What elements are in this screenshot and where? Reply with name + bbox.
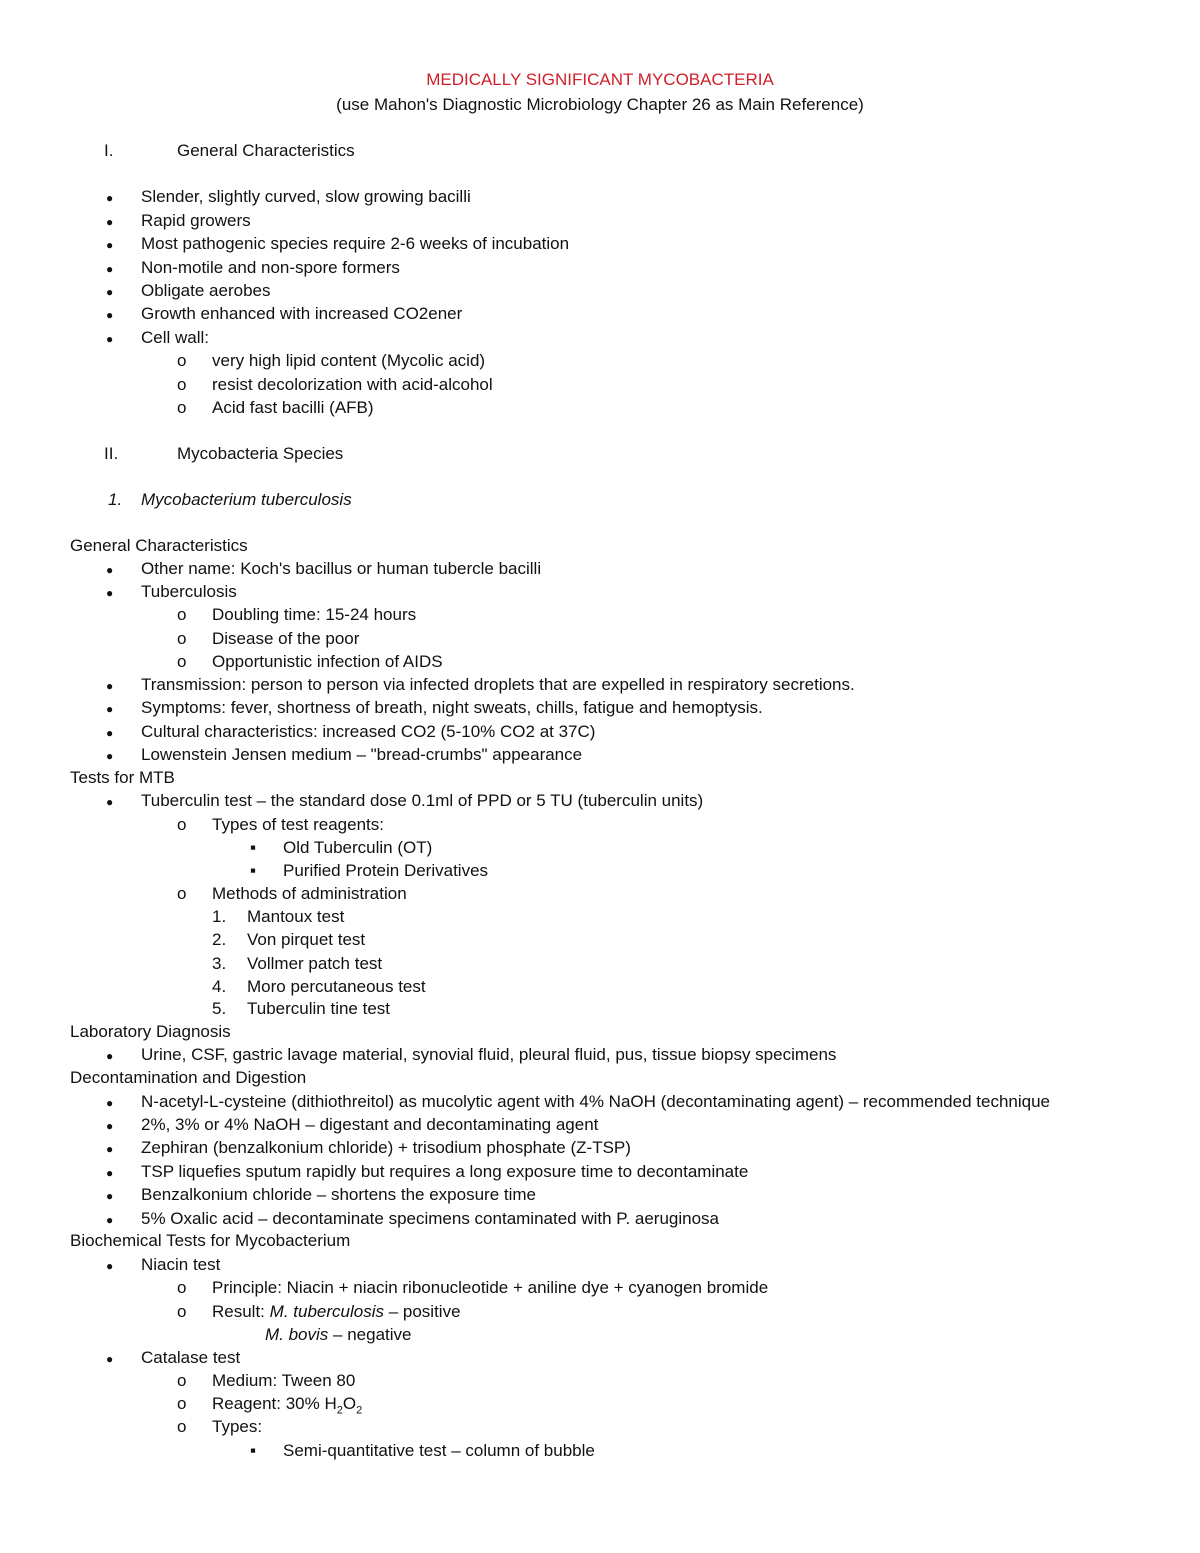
sub-list-item: resist decolorization with acid-alcohol <box>212 375 493 394</box>
result-value: – positive <box>388 1302 461 1321</box>
circle-marker: o <box>177 1394 187 1413</box>
circle-marker: o <box>177 1417 187 1436</box>
numbered-marker: 1. <box>212 907 227 926</box>
sub-sub-list-item: Old Tuberculin (OT) <box>283 838 433 857</box>
numbered-item: Von pirquet test <box>247 930 366 949</box>
bullet-marker: ● <box>106 702 114 716</box>
section-heading: General Characteristics <box>177 141 355 160</box>
niacin-result-line <box>212 1301 461 1323</box>
circle-marker: o <box>177 1302 187 1321</box>
subsection-heading: General Characteristics <box>70 536 248 555</box>
circle-marker: o <box>177 375 187 394</box>
numbered-item: Mantoux test <box>247 907 345 926</box>
species-number: 1. <box>108 490 123 509</box>
bullet-marker: ● <box>106 795 114 809</box>
sub-list-item: Doubling time: 15-24 hours <box>212 605 417 624</box>
bullet-marker: ● <box>106 262 114 276</box>
circle-marker: o <box>177 1278 187 1297</box>
bullet-marker: ● <box>106 191 114 205</box>
list-item: Urine, CSF, gastric lavage material, synovial fluid, pleural fluid, pus, tissue biopsy specimens <box>141 1045 837 1064</box>
numbered-item: Tuberculin tine test <box>247 999 390 1018</box>
bullet-marker: ● <box>106 308 114 322</box>
numbered-item: Vollmer patch test <box>247 954 383 973</box>
bullet-marker: ● <box>106 1352 114 1366</box>
list-item: Growth enhanced with increased CO2ener <box>141 304 463 323</box>
subscript: 2 <box>336 1404 343 1417</box>
subscript: 2 <box>356 1404 363 1417</box>
circle-marker: o <box>177 884 187 903</box>
bullet-marker: ● <box>106 679 114 693</box>
sub-list-item: very high lipid content (Mycolic acid) <box>212 351 486 370</box>
list-item: Benzalkonium chloride – shortens the exposure time <box>141 1185 536 1204</box>
circle-marker: o <box>177 351 187 370</box>
numbered-item: Moro percutaneous test <box>247 977 426 996</box>
list-item: Tuberculin test – the standard dose 0.1ml of PPD or 5 TU (tuberculin units) <box>141 791 704 810</box>
bullet-marker: ● <box>106 749 114 763</box>
sub-sub-list-item: Purified Protein Derivatives <box>283 861 489 880</box>
sub-sub-list-item: Semi-quantitative test – column of bubble <box>283 1441 595 1460</box>
list-item: Rapid growers <box>141 211 251 230</box>
list-item: Transmission: person to person via infected droplets that are expelled in respiratory secretions. <box>141 675 855 694</box>
list-item: N-acetyl-L-cysteine (dithiothreitol) as mucolytic agent with 4% NaOH (decontaminating agent) – recommended technique <box>141 1092 1050 1111</box>
list-item: Tuberculosis <box>141 582 237 601</box>
sub-list-item: Methods of administration <box>212 884 407 903</box>
list-item: 5% Oxalic acid – decontaminate specimens contaminated with P. aeruginosa <box>141 1209 720 1228</box>
bullet-marker: ● <box>106 1189 114 1203</box>
bullet-marker: ● <box>106 1096 114 1110</box>
list-item: Lowenstein Jensen medium – "bread-crumbs" appearance <box>141 745 583 764</box>
subsection-heading: Decontamination and Digestion <box>70 1068 307 1087</box>
bullet-marker: ● <box>106 586 114 600</box>
circle-marker: o <box>177 652 187 671</box>
list-item: Other name: Koch's bacillus or human tubercle bacilli <box>141 559 542 578</box>
square-marker: ▪ <box>250 861 257 880</box>
numbered-marker: 3. <box>212 954 227 973</box>
result-value: – negative <box>333 1325 412 1344</box>
subsection-heading: Biochemical Tests for Mycobacterium <box>70 1231 351 1250</box>
circle-marker: o <box>177 815 187 834</box>
document-title: MEDICALLY SIGNIFICANT MYCOBACTERIA <box>426 70 774 89</box>
list-item: Symptoms: fever, shortness of breath, night sweats, chills, fatigue and hemoptysis. <box>141 698 763 717</box>
sub-list-item: Principle: Niacin + niacin ribonucleotide + aniline dye + cyanogen bromide <box>212 1278 769 1297</box>
list-item: Zephiran (benzalkonium chloride) + trisodium phosphate (Z-TSP) <box>141 1138 631 1157</box>
bullet-marker: ● <box>106 332 114 346</box>
sub-list-item: Opportunistic infection of AIDS <box>212 652 443 671</box>
circle-marker: o <box>177 629 187 648</box>
sub-list-item: Types: <box>212 1417 263 1436</box>
subsection-heading: Tests for MTB <box>70 768 175 787</box>
list-item: Catalase test <box>141 1348 241 1367</box>
result-label: Result: <box>212 1302 265 1321</box>
bullet-marker: ● <box>106 1213 114 1227</box>
species-name: Mycobacterium tuberculosis <box>141 490 352 509</box>
numbered-marker: 5. <box>212 999 227 1018</box>
bullet-marker: ● <box>106 1119 114 1133</box>
list-item: Obligate aerobes <box>141 281 271 300</box>
list-item: Cultural characteristics: increased CO2 (5-10% CO2 at 37C) <box>141 722 596 741</box>
bullet-marker: ● <box>106 1259 114 1273</box>
organism-name: M. bovis <box>265 1325 329 1344</box>
reagent-text: O <box>342 1394 357 1413</box>
sub-list-item: Acid fast bacilli (AFB) <box>212 398 374 417</box>
list-item: Non-motile and non-spore formers <box>141 258 400 277</box>
bullet-marker: ● <box>106 238 114 252</box>
subsection-heading: Laboratory Diagnosis <box>70 1022 231 1041</box>
sub-list-item: Medium: Tween 80 <box>212 1371 356 1390</box>
numbered-marker: 2. <box>212 930 227 949</box>
square-marker: ▪ <box>250 838 257 857</box>
document-subtitle: (use Mahon's Diagnostic Microbiology Chapter 26 as Main Reference) <box>336 95 864 114</box>
list-item: TSP liquefies sputum rapidly but requires a long exposure time to decontaminate <box>141 1162 749 1181</box>
circle-marker: o <box>177 398 187 417</box>
bullet-marker: ● <box>106 563 114 577</box>
bullet-marker: ● <box>106 215 114 229</box>
niacin-result-line-2 <box>265 1324 411 1346</box>
square-marker: ▪ <box>250 1441 257 1460</box>
bullet-marker: ● <box>106 1142 114 1156</box>
section-numeral: I. <box>104 141 114 160</box>
list-item: Cell wall: <box>141 328 210 347</box>
bullet-marker: ● <box>106 1166 114 1180</box>
bullet-marker: ● <box>106 285 114 299</box>
list-item: Niacin test <box>141 1255 221 1274</box>
numbered-marker: 4. <box>212 977 227 996</box>
list-item: Most pathogenic species require 2-6 weeks of incubation <box>141 234 570 253</box>
list-item: Slender, slightly curved, slow growing bacilli <box>141 187 471 206</box>
section-heading: Mycobacteria Species <box>177 444 344 463</box>
section-numeral: II. <box>104 444 119 463</box>
sub-list-item: Types of test reagents: <box>212 815 384 834</box>
bullet-marker: ● <box>106 726 114 740</box>
circle-marker: o <box>177 1371 187 1390</box>
list-item: 2%, 3% or 4% NaOH – digestant and decontaminating agent <box>141 1115 599 1134</box>
reagent-text: Reagent: 30% H <box>212 1394 337 1413</box>
circle-marker: o <box>177 605 187 624</box>
organism-name: M. tuberculosis <box>269 1302 384 1321</box>
bullet-marker: ● <box>106 1049 114 1063</box>
sub-list-item: Disease of the poor <box>212 629 360 648</box>
